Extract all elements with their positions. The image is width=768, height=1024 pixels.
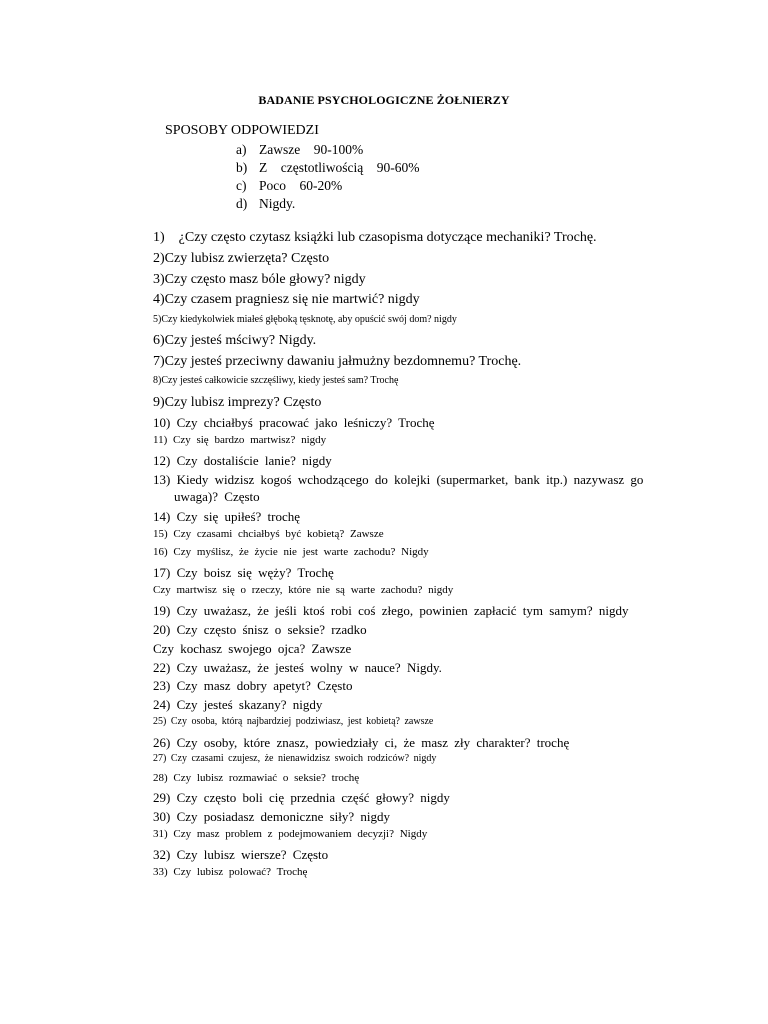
question-26: 26) Czy osoby, które znasz, powiedziały ci, że masz zły charakter? trochę [153, 735, 570, 750]
question-30: 30) Czy posiadasz demoniczne siły? nigdy [153, 809, 391, 824]
question-2: 2)Czy lubisz zwierzęta? Często [153, 251, 330, 266]
question-23: 23) Czy masz dobry apetyt? Często [153, 678, 353, 693]
question-21: Czy kochasz swojego ojca? Zawsze [153, 641, 352, 656]
question-13 [153, 471, 680, 505]
question-29: 29) Czy często boli cię przednia część głowy? nigdy [153, 790, 450, 805]
option-letter: d) [236, 196, 248, 211]
question-17: 17) Czy boisz się węży? Trochę [153, 565, 334, 580]
question-3: 3)Czy często masz bóle głowy? nigdy [153, 272, 366, 287]
question-16: 16) Czy myślisz, że życie nie jest warte zachodu? Nigdy [153, 546, 429, 558]
question-22: 22) Czy uważasz, że jesteś wolny w nauce? Nigdy. [153, 660, 442, 675]
question-32: 32) Czy lubisz wiersze? Często [153, 847, 329, 862]
question-13-line-1: 13) Kiedy widzisz kogoś wchodzącego do kolejki (supermarket, bank itp.) nazywasz go [153, 472, 644, 487]
option-letter: a) [236, 142, 247, 157]
answer-option-a [236, 142, 363, 158]
question-4: 4)Czy czasem pragniesz się nie martwić? nigdy [153, 292, 420, 307]
answer-option-c [236, 178, 342, 194]
question-12: 12) Czy dostaliście lanie? nigdy [153, 453, 332, 468]
option-text: Nigdy. [259, 196, 296, 211]
question-6: 6)Czy jesteś mściwy? Nigdy. [153, 333, 317, 348]
question-10: 10) Czy chciałbyś pracować jako leśniczy? Trochę [153, 415, 435, 430]
question-31: 31) Czy masz problem z podejmowaniem decyzji? Nigdy [153, 828, 428, 840]
answer-option-b [236, 160, 419, 176]
question-14: 14) Czy się upiłeś? trochę [153, 509, 301, 524]
option-text: Zawsze 90-100% [259, 142, 364, 157]
question-9: 9)Czy lubisz imprezy? Często [153, 395, 322, 410]
question-8: 8)Czy jesteś całkowicie szczęśliwy, kiedy jesteś sam? Trochę [153, 375, 399, 386]
question-19: 19) Czy uważasz, że jeśli ktoś robi coś złego, powinien zapłacić tym samym? nigdy [153, 603, 629, 618]
question-11: 11) Czy się bardzo martwisz? nigdy [153, 434, 327, 446]
question-18: Czy martwisz się o rzeczy, które nie są warte zachodu? nigdy [153, 584, 454, 596]
option-letter: c) [236, 178, 247, 193]
option-text: Z częstotliwością 90-60% [259, 160, 420, 175]
answer-methods-heading: SPOSOBY ODPOWIEDZI [165, 123, 319, 138]
question-13-line-2: uwaga)? Często [174, 489, 260, 504]
question-33: 33) Czy lubisz polować? Trochę [153, 866, 308, 878]
question-24: 24) Czy jesteś skazany? nigdy [153, 697, 323, 712]
answer-option-d [236, 196, 295, 212]
option-text: Poco 60-20% [259, 178, 343, 193]
question-27: 27) Czy czasami czujesz, że nienawidzisz swoich rodziców? nigdy [153, 753, 437, 764]
question-28: 28) Czy lubisz rozmawiać o seksie? trochę [153, 772, 360, 784]
question-7: 7)Czy jesteś przeciwny dawaniu jałmużny bezdomnemu? Trochę. [153, 354, 522, 369]
document-title: BADANIE PSYCHOLOGICZNE ŻOŁNIERZY [258, 93, 510, 107]
option-letter: b) [236, 160, 248, 175]
question-25: 25) Czy osoba, którą najbardziej podziwiasz, jest kobietą? zawsze [153, 716, 434, 727]
question-20: 20) Czy często śnisz o seksie? rzadko [153, 622, 367, 637]
question-15: 15) Czy czasami chciałbyś być kobietą? Zawsze [153, 528, 384, 540]
question-1: 1) ¿Czy często czytasz książki lub czasopisma dotyczące mechaniki? Trochę. [153, 230, 597, 245]
question-5: 5)Czy kiedykolwiek miałeś głęboką tęsknotę, aby opuścić swój dom? nigdy [153, 314, 457, 325]
